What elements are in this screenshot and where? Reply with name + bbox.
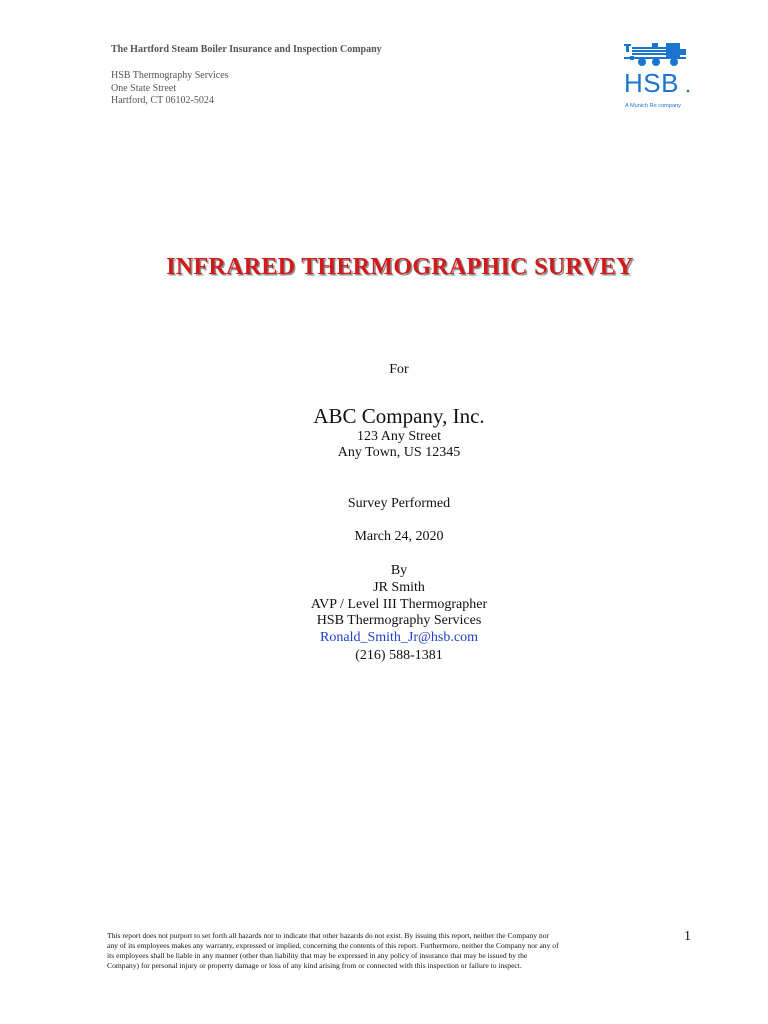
by-label: By bbox=[390, 563, 408, 578]
survey-date: March 24, 2020 bbox=[354, 529, 444, 544]
inspector-title: AVP / Level III Thermographer bbox=[310, 597, 488, 612]
disclaimer-line: Company) for personal injury or property damage or loss of any kind arising from or connected with this inspection or failure to inspect. bbox=[107, 961, 522, 970]
client-street: 123 Any Street bbox=[357, 429, 441, 444]
report-title: INFRARED THERMOGRAPHIC SURVEY bbox=[166, 254, 634, 280]
header-address-line: HSB Thermography Services bbox=[111, 70, 229, 81]
survey-label: Survey Performed bbox=[347, 496, 451, 511]
disclaimer-line: This report does not purport to set forth all hazards nor to indicate that other hazards do not exist. By issuing this report, neither the Company nor bbox=[107, 931, 550, 940]
client-city: Any Town, US 12345 bbox=[337, 445, 461, 460]
for-label: For bbox=[389, 362, 409, 377]
disclaimer-line: its employees shall be liable in any manner (other than liability that may be expressed in any policy of insurance that may be issued by the bbox=[107, 951, 528, 960]
header-address-line: Hartford, CT 06102-5024 bbox=[111, 95, 214, 106]
client-name: ABC Company, Inc. bbox=[313, 404, 485, 428]
footer-disclaimer bbox=[107, 931, 675, 971]
disclaimer-line: any of its employees makes any warranty, expressed or implied, concerning the contents of this report. Furthermore, neither the Company nor any of bbox=[107, 941, 559, 950]
inspector-name: JR Smith bbox=[373, 580, 425, 595]
inspector-email-wrapper bbox=[0, 630, 768, 646]
svg-text:A Munich Re company: A Munich Re company bbox=[625, 103, 681, 109]
header-address bbox=[111, 70, 229, 108]
steam-locomotive-icon bbox=[624, 43, 686, 66]
inspector-phone: (216) 588-1381 bbox=[355, 648, 443, 663]
inspector-email-link[interactable]: Ronald_Smith_Jr@hsb.com bbox=[320, 630, 478, 645]
header-address-line: One State Street bbox=[111, 82, 176, 94]
header-company-name: The Hartford Steam Boiler Insurance and Inspection Company bbox=[111, 44, 382, 55]
page-number: 1 bbox=[684, 929, 691, 944]
inspector-org: HSB Thermography Services bbox=[316, 613, 482, 628]
hsb-logo bbox=[622, 40, 694, 112]
svg-text:HSB: HSB bbox=[624, 68, 679, 98]
